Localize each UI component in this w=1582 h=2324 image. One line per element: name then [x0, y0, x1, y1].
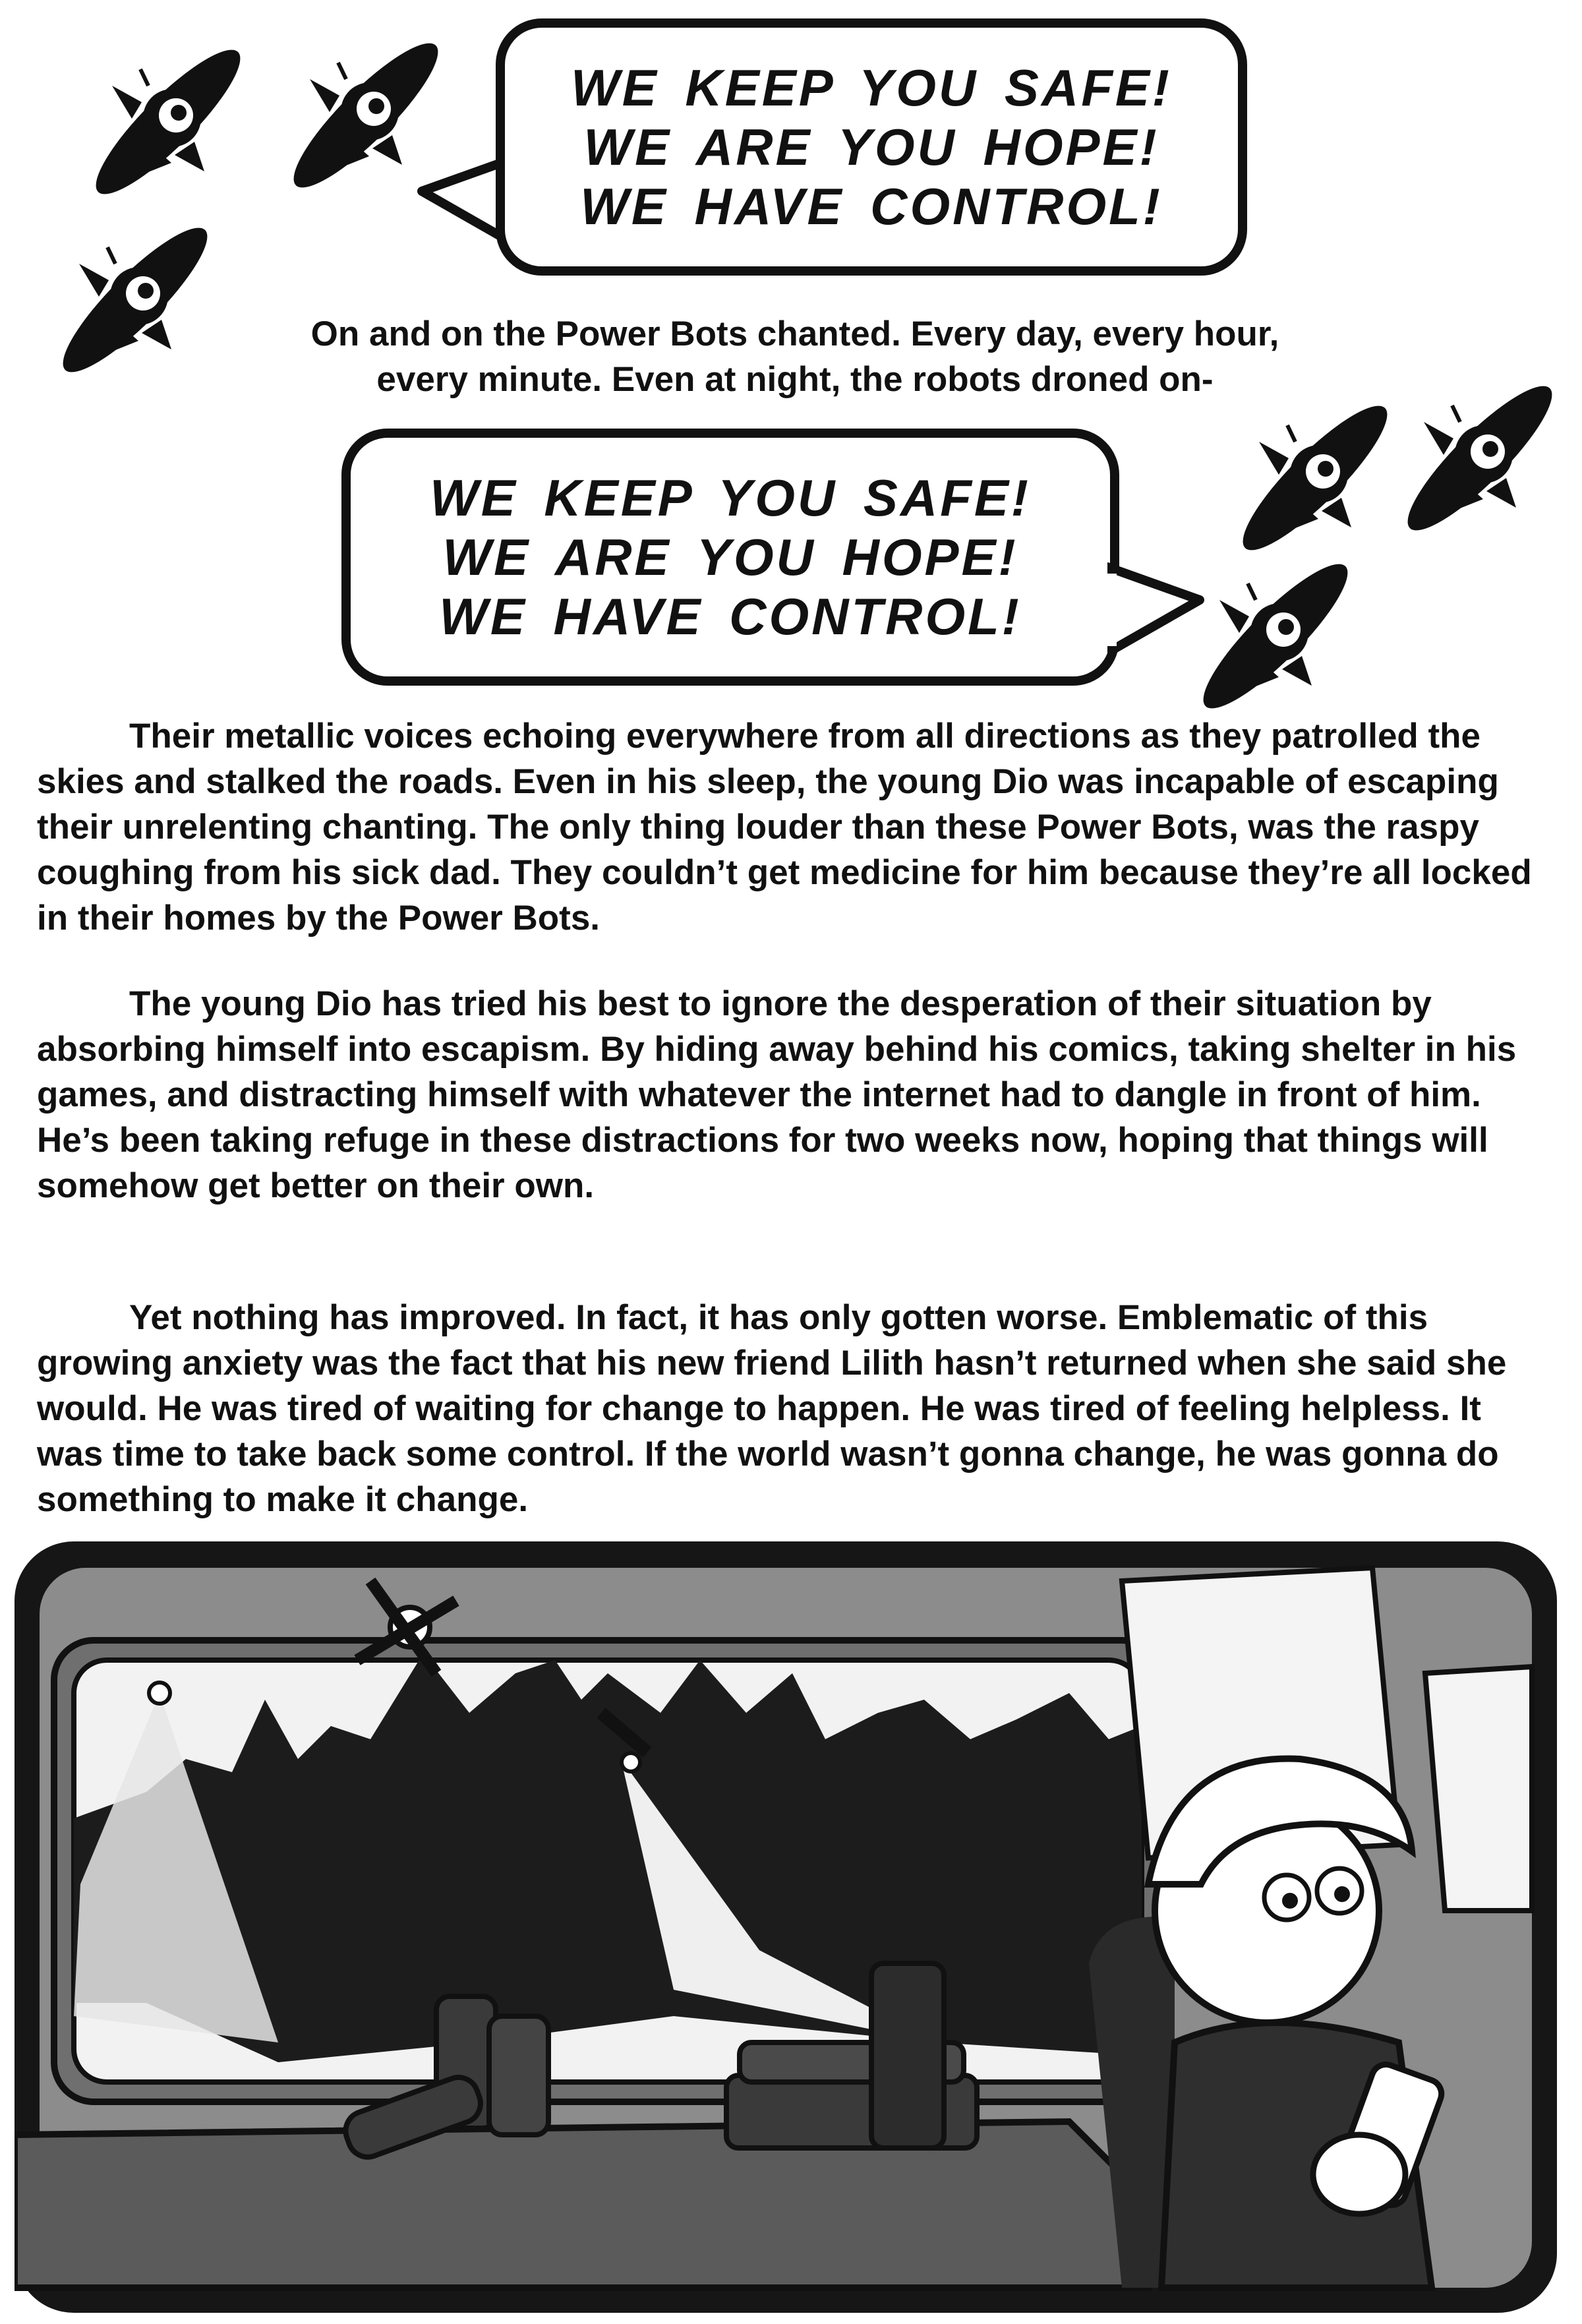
bubble-line: WE HAVE CONTROL! [439, 587, 1022, 645]
narrative-paragraph [37, 981, 1553, 1208]
narrative-paragraph [37, 1295, 1553, 1522]
speech-bubble-top [496, 18, 1247, 276]
paragraph-text: The young Dio has tried his best to ignore the desperation of their situation by absorbing himself into escapism. By hiding away behind his comics, taking shelter in his games, and distracting himself with whatever the internet had to dangle in front of him. He’s been taking refuge in these distractions for two weeks now, hoping that things will somehow get better on their own. [37, 984, 1517, 1205]
illustration-panel [15, 1541, 1557, 2313]
power-bot-icon [1167, 527, 1384, 745]
bubble-line: WE ARE YOU HOPE! [583, 118, 1159, 176]
speech-bubble-middle [341, 429, 1119, 686]
paragraph-text: Their metallic voices echoing everywhere from all directions as they patrolled the skies and stalked the roads. Even in his sleep, the young Dio was incapable of escaping their unrelenting chanting. The only thing louder than these Power Bots, was the raspy coughing from his sick dad. They couldn’t get medicine for him because they’re all locked in their homes by the Power Bots. [37, 717, 1532, 938]
paragraph-text: Yet nothing has improved. In fact, it has only gotten worse. Emblematic of this growing anxiety was the fact that his new friend Lilith hasn’t returned when she said she would. He was tired of waiting for change to happen. He was tired of feeling helpless. It was time to take back some control. If the world wasn’t gonna change, he was gonna do something to make it change. [37, 1298, 1507, 1519]
intro-line: every minute. Even at night, the robots droned on- [376, 360, 1214, 399]
bubble-line: WE HAVE CONTROL! [580, 177, 1163, 235]
bedroom-window-scene-icon [15, 1541, 1557, 2313]
narrative-paragraph [37, 713, 1553, 941]
bubble-line: WE ARE YOU HOPE! [442, 528, 1018, 586]
bubble-line: WE KEEP YOU SAFE! [571, 59, 1172, 117]
power-bot-icon [1371, 349, 1582, 567]
intro-line: On and on the Power Bots chanted. Every day, every hour, [310, 314, 1279, 353]
bubble-line: WE KEEP YOU SAFE! [430, 469, 1031, 527]
